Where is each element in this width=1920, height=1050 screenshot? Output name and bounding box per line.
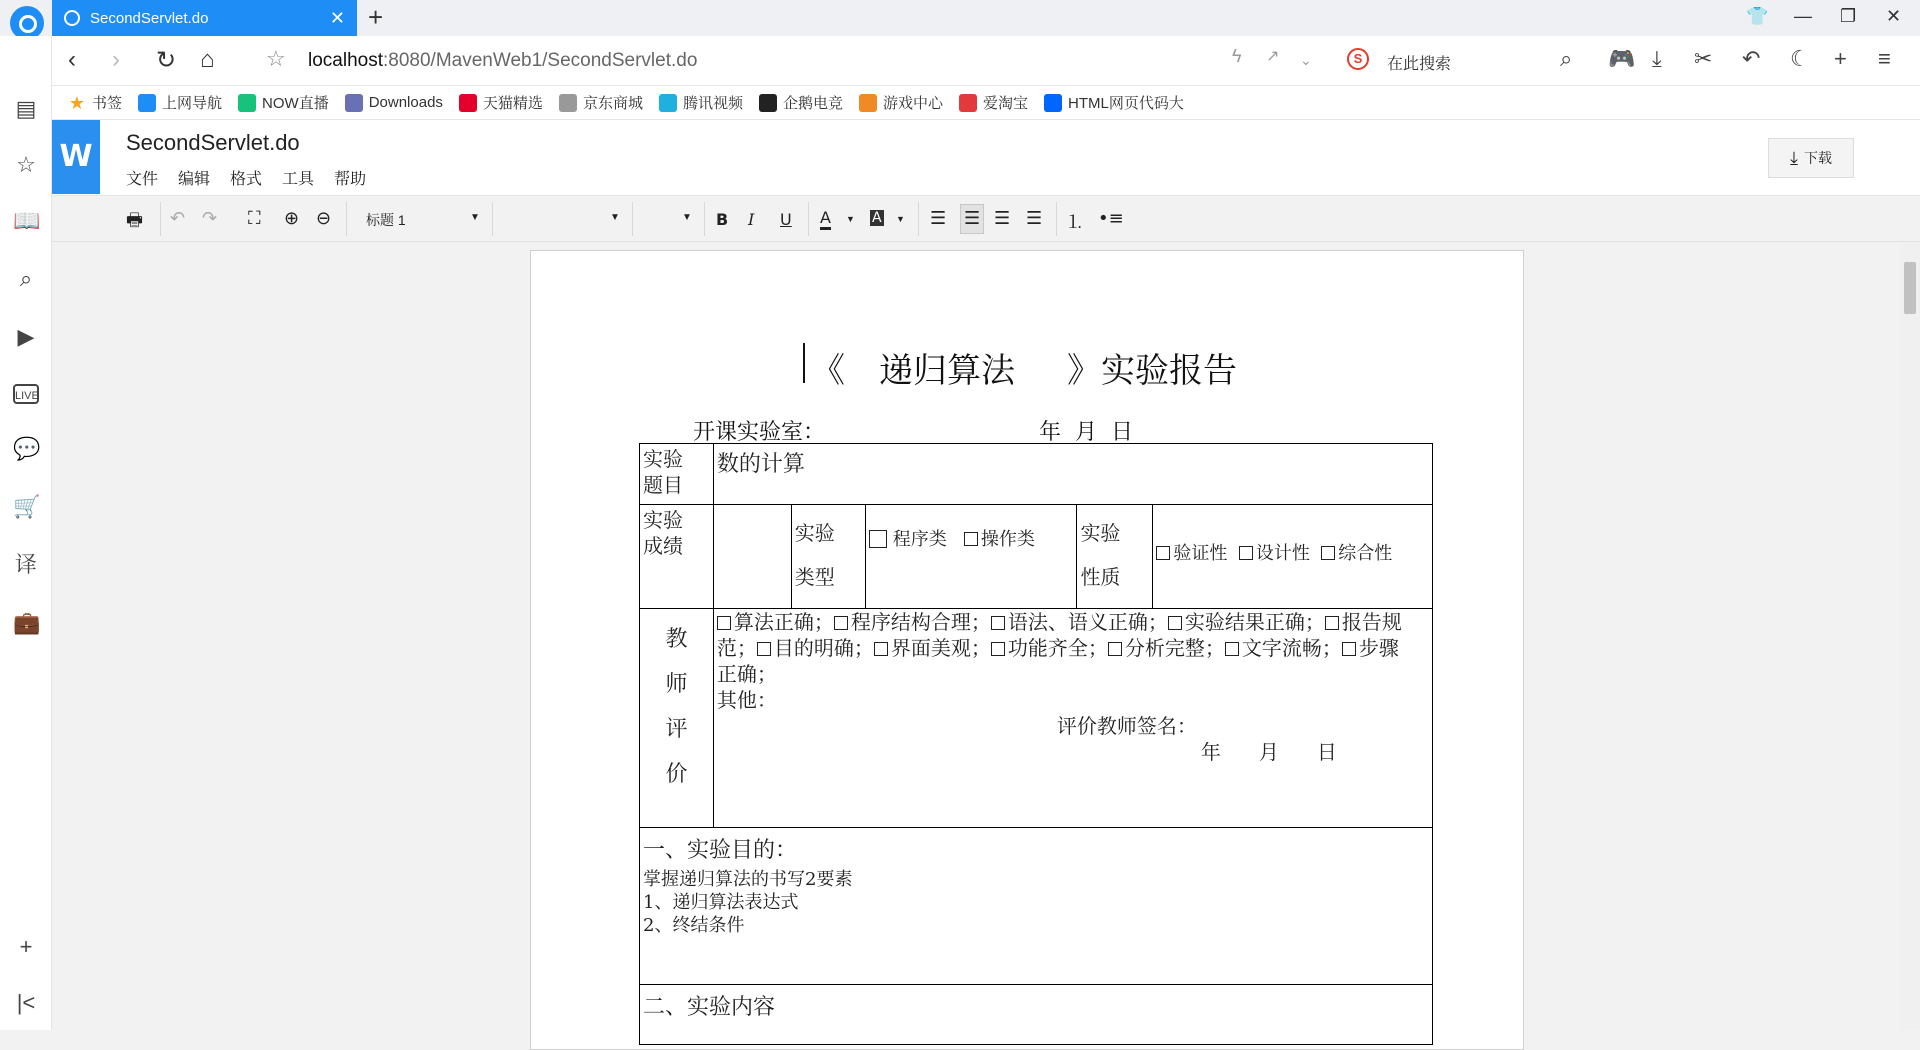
- collapse-sidebar-icon[interactable]: |<: [16, 990, 36, 1015]
- section-content-cell[interactable]: [640, 985, 1433, 1045]
- tmall-icon: [459, 94, 477, 112]
- menu-edit[interactable]: 编辑: [178, 171, 211, 188]
- chat-icon[interactable]: 💬: [13, 436, 41, 461]
- italic-button[interactable]: I: [748, 210, 755, 229]
- download-icon: ⤓: [1790, 147, 1798, 168]
- style-select[interactable]: 标题 1: [366, 212, 406, 228]
- jd-icon: [559, 94, 577, 112]
- eval-other: 其他：: [716, 688, 777, 712]
- nature-options-cell[interactable]: 验证性 设计性 综合性: [1153, 505, 1433, 609]
- redo-button[interactable]: ↷: [202, 208, 218, 229]
- php-icon: [345, 94, 363, 112]
- vertical-scrollbar[interactable]: [1900, 242, 1920, 1030]
- toolbar-divider: [1056, 202, 1057, 236]
- zhihu-icon: [1044, 94, 1062, 112]
- bookmark-item[interactable]: [959, 92, 1028, 113]
- bookmark-label: 游戏中心: [882, 95, 943, 112]
- eval-char: 评: [665, 717, 688, 742]
- score-value-cell[interactable]: [713, 505, 791, 609]
- word-logo-icon: W: [52, 120, 100, 194]
- underline-button[interactable]: U: [780, 210, 792, 229]
- highlight-dropdown-icon[interactable]: ▼: [896, 214, 905, 224]
- menu-help[interactable]: 帮助: [334, 171, 367, 188]
- bookmark-label: Downloads: [368, 94, 443, 111]
- browser-logo-icon[interactable]: [10, 6, 44, 40]
- bookmark-item[interactable]: [759, 92, 843, 113]
- now-icon: [238, 94, 256, 112]
- sogou-search-icon[interactable]: S: [1347, 48, 1369, 70]
- justify-icon[interactable]: ☰: [1026, 208, 1043, 229]
- download-label: 下载: [1803, 150, 1832, 166]
- bookmark-item[interactable]: [559, 92, 643, 113]
- eval-char: 师: [665, 672, 688, 697]
- toolbar-divider: [160, 202, 161, 236]
- align-right-icon[interactable]: ☰: [994, 208, 1011, 229]
- lightning-icon[interactable]: ϟ: [1232, 46, 1242, 66]
- numbered-list-icon[interactable]: ⒈: [1066, 212, 1084, 233]
- penguin-icon: [759, 94, 777, 112]
- menu-file[interactable]: 文件: [126, 171, 159, 188]
- bookmark-item[interactable]: [238, 92, 329, 113]
- toolbar-divider: [704, 202, 705, 236]
- gamepad-icon: [859, 94, 877, 112]
- bookmark-item[interactable]: [859, 92, 943, 113]
- browser-title-bar: [0, 0, 1920, 36]
- menu-icon[interactable]: ≡: [1878, 46, 1891, 71]
- toolbar-divider: [808, 202, 809, 236]
- taobao-icon: [959, 94, 977, 112]
- screenshot-scissors-icon[interactable]: ✂: [1694, 46, 1713, 71]
- book-icon[interactable]: 📖: [13, 208, 41, 233]
- new-tab-button[interactable]: +: [368, 2, 384, 32]
- game-icon[interactable]: 🎮: [1608, 46, 1636, 71]
- zoom-out-icon[interactable]: ⊖: [316, 208, 332, 229]
- checkbox-program-type[interactable]: [869, 530, 887, 548]
- bookmark-item[interactable]: [1044, 92, 1184, 113]
- score-label-cell: 实验成绩: [640, 505, 714, 609]
- teacher-eval-content-cell[interactable]: [713, 609, 1432, 828]
- bookmark-label: 爱淘宝: [983, 95, 1029, 112]
- globe-icon: [64, 10, 80, 26]
- restore-button[interactable]: ❐: [1840, 6, 1857, 26]
- favorites-star-icon[interactable]: ☆: [16, 152, 36, 177]
- checkbox-design[interactable]: [1239, 546, 1253, 560]
- home-button[interactable]: ⌂: [200, 46, 215, 73]
- align-center-icon[interactable]: ☰: [960, 204, 984, 234]
- bookmark-label: NOW直播: [262, 95, 329, 112]
- toolbar-divider: [346, 202, 347, 236]
- bookmark-label: 企鹅电竞: [782, 95, 843, 112]
- eval-signature: 评价教师签名：: [1056, 714, 1197, 738]
- section-objective-cell[interactable]: [640, 828, 1433, 985]
- news-icon[interactable]: ▤: [15, 96, 37, 121]
- share-icon[interactable]: ↗: [1266, 48, 1280, 65]
- bookmark-item[interactable]: [138, 92, 222, 113]
- bookmark-item[interactable]: [68, 92, 122, 113]
- toolbar-divider: [632, 202, 633, 236]
- search-input[interactable]: 在此搜索: [1387, 56, 1452, 73]
- lab-label: 开课实验室：: [693, 420, 826, 445]
- url-field[interactable]: localhost:8080/MavenWeb1/SecondServlet.do: [308, 50, 698, 71]
- nature-label-cell: 实验性质: [1077, 505, 1153, 609]
- tab-active[interactable]: [52, 0, 357, 36]
- checkbox-verification[interactable]: [1156, 546, 1170, 560]
- tencent-video-icon: [659, 94, 677, 112]
- section-objective-title: 一、实验目的：: [643, 838, 798, 863]
- report-title-right: 》实验报告: [1067, 351, 1237, 391]
- bookmark-star-icon[interactable]: ☆: [266, 46, 286, 71]
- format-toolbar: [52, 196, 1920, 242]
- bookmark-label: 书签: [92, 95, 123, 112]
- ie-icon: [138, 94, 156, 112]
- minimize-button[interactable]: —: [1794, 6, 1812, 26]
- download-icon[interactable]: ⤓: [1652, 46, 1662, 71]
- night-mode-icon[interactable]: ☾: [1790, 46, 1810, 71]
- close-window-button[interactable]: ✕: [1886, 6, 1902, 26]
- eval-date: 年 月 日: [1200, 740, 1337, 764]
- bookmark-label: 腾讯视频: [682, 95, 743, 112]
- forward-button[interactable]: ›: [112, 46, 120, 73]
- add-icon[interactable]: +: [19, 934, 33, 959]
- bookmark-item[interactable]: [459, 92, 543, 113]
- eval-char: 价: [665, 762, 688, 787]
- size-dropdown-arrow-icon[interactable]: ▼: [682, 212, 692, 223]
- tab-title: SecondServlet.do: [90, 9, 209, 27]
- report-title-subject: 递归算法: [879, 351, 1015, 391]
- scrollbar-thumb[interactable]: [1904, 262, 1916, 314]
- font-color-button[interactable]: A: [820, 208, 831, 230]
- address-bar: [52, 36, 1920, 86]
- document-canvas[interactable]: [52, 242, 1920, 1030]
- teacher-eval-label-cell: [640, 609, 714, 828]
- toolbar-divider: [918, 202, 919, 236]
- shirt-icon[interactable]: 👕: [1746, 6, 1769, 26]
- bookmark-item[interactable]: [345, 94, 443, 112]
- highlight-color-button[interactable]: A: [872, 210, 882, 226]
- text-cursor: [803, 343, 805, 383]
- objective-line: 掌握递归算法的书写2要素: [643, 869, 853, 890]
- document-page[interactable]: [530, 250, 1524, 1050]
- menu-format[interactable]: 格式: [230, 171, 263, 188]
- checkbox-comprehensive[interactable]: [1321, 546, 1335, 560]
- topic-value-cell[interactable]: 数的计算: [713, 444, 1432, 505]
- topic-label-cell: 实验题目: [640, 444, 714, 505]
- bookmark-label: 上网导航: [162, 95, 223, 112]
- undo-icon[interactable]: ↶: [1742, 46, 1761, 71]
- objective-line: 1、递归算法表达式: [643, 892, 799, 913]
- align-left-icon[interactable]: ☰: [930, 208, 947, 229]
- bookmark-item[interactable]: [659, 92, 743, 113]
- close-tab-icon[interactable]: ✕: [329, 7, 345, 28]
- toolbox-icon[interactable]: 💼: [13, 610, 41, 635]
- menu-tools[interactable]: 工具: [282, 171, 315, 188]
- undo-button[interactable]: ↶: [170, 208, 186, 229]
- toolbar-divider: [492, 202, 493, 236]
- left-sidebar: [0, 36, 52, 1030]
- report-table: [639, 443, 1433, 1045]
- video-icon[interactable]: ▶: [17, 324, 35, 349]
- bookmark-label: 天猫精选: [482, 95, 543, 112]
- bookmarks-bar: [52, 86, 1920, 120]
- star-icon: ★: [68, 92, 86, 113]
- document-name: SecondServlet.do: [126, 130, 300, 155]
- type-label-cell: 实验类型: [791, 505, 865, 609]
- bulleted-list-icon[interactable]: •≡: [1098, 208, 1124, 229]
- bookmark-label: 京东商城: [582, 95, 643, 112]
- font-color-dropdown-icon[interactable]: ▼: [846, 214, 855, 224]
- type-options-cell[interactable]: 程序类 操作类: [865, 505, 1077, 609]
- objective-line: 2、终结条件: [643, 915, 745, 936]
- back-button[interactable]: ‹: [68, 46, 76, 73]
- font-dropdown-arrow-icon[interactable]: ▼: [610, 212, 620, 223]
- plus-icon[interactable]: +: [1834, 46, 1847, 71]
- eval-char: 教: [665, 627, 688, 652]
- bold-button[interactable]: B: [716, 210, 729, 229]
- print-icon[interactable]: 🖶: [126, 210, 143, 231]
- translate-icon[interactable]: 译: [14, 552, 37, 577]
- search-icon[interactable]: ⌕: [19, 266, 33, 291]
- chevron-down-icon[interactable]: ⌄: [1300, 52, 1312, 68]
- menu-bar: [126, 166, 386, 189]
- document-header: [52, 120, 1920, 196]
- report-title-left: 《: [811, 351, 845, 391]
- style-dropdown-arrow-icon[interactable]: ▼: [470, 212, 480, 223]
- fit-page-icon[interactable]: ⛶: [248, 208, 261, 229]
- section-content-title: 二、实验内容: [643, 995, 776, 1020]
- zoom-in-icon[interactable]: ⊕: [284, 208, 300, 229]
- eval-criteria-line2: 范； 目的明确； 界面美观； 功能齐全； 分析完整； 文字流畅； 步骤: [716, 636, 1399, 660]
- eval-criteria-line1: 算法正确； 程序结构合理； 语法、语义正确； 实验结果正确； 报告规: [717, 609, 1429, 635]
- bookmark-label: HTML网页代码大: [1068, 95, 1184, 112]
- search-icon[interactable]: ⌕: [1560, 46, 1573, 71]
- live-icon[interactable]: LIVE: [13, 384, 39, 404]
- eval-criteria-line3: 正确；: [716, 662, 777, 686]
- checkbox-operation-type[interactable]: [964, 532, 978, 546]
- cart-icon[interactable]: 🛒: [13, 494, 41, 519]
- download-button[interactable]: [1768, 138, 1854, 178]
- date-label: 年 月 日: [1039, 420, 1133, 445]
- reload-button[interactable]: ↻: [156, 47, 177, 74]
